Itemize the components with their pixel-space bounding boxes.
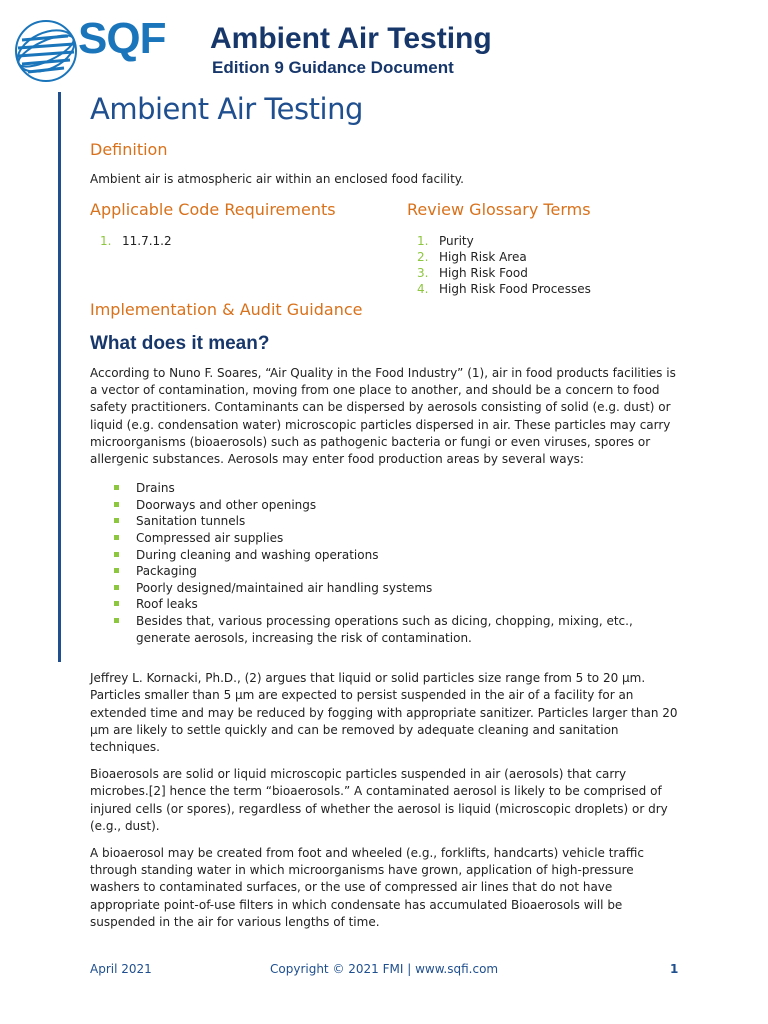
glossary-terms <box>407 200 687 297</box>
paragraph-2: Jeffrey L. Kornacki, Ph.D., (2) argues that liquid or solid particles size range from 5 to 20 µm. Particles smaller than 5 µm are expected to persist suspended in the air of a facility for an extended time and may be reduced by fogging with appropriate sanitizer. Particles larger than 20 µm are likely to settle quickly and can be removed by adequate cleaning and sanitation techniques. <box>90 671 678 754</box>
list-item: 1. 11.7.1.2 <box>100 234 172 248</box>
code-requirements-heading: Applicable Code Requirements <box>90 200 336 219</box>
paragraph-4: A bioaerosol may be created from foot and wheeled (e.g., forklifts, handcarts) vehicle traffic through standing water in which microorganisms have grown, application of high-pressure washers to contaminated surfaces, or the use of compressed air lines that do not have appropriate point-of-use filters in which condensate has accumulated Bioaerosols will be suspended in the air for various lengths of time. <box>90 845 644 929</box>
list-item: 2. High Risk Area <box>417 250 527 264</box>
code-requirements <box>90 200 390 249</box>
list-item: Packaging <box>90 563 680 580</box>
list-item: Besides that, various processing operations such as dicing, chopping, mixing, etc., generate aerosols, increasing the risk of contamination. <box>90 613 680 646</box>
list-item: Poorly designed/maintained air handling systems <box>90 580 680 597</box>
glossary-list <box>407 233 687 297</box>
left-vertical-rule <box>58 92 61 662</box>
intro-section <box>90 92 680 188</box>
footer-date: April 2021 <box>90 962 152 976</box>
list-item: Sanitation tunnels <box>90 513 680 530</box>
code-requirements-list <box>90 233 390 249</box>
list-item: 4. High Risk Food Processes <box>417 282 591 296</box>
list-item: 3. High Risk Food <box>417 266 528 280</box>
aerosol-entry-list <box>90 480 680 646</box>
header-title: Ambient Air Testing <box>210 22 492 55</box>
page-footer <box>0 960 768 984</box>
guidance-heading: Implementation & Audit Guidance <box>90 300 363 319</box>
list-item: Doorways and other openings <box>90 497 680 514</box>
definition-heading: Definition <box>90 140 168 159</box>
definition-text: Ambient air is atmospheric air within an enclosed food facility. <box>90 172 464 186</box>
document-header <box>0 0 768 90</box>
list-item: During cleaning and washing operations <box>90 547 680 564</box>
logo-text: SQF <box>78 14 166 63</box>
list-item: 1. Purity <box>417 234 474 248</box>
page-number: 1 <box>670 962 679 976</box>
paragraph-1: According to Nuno F. Soares, “Air Quality in the Food Industry” (1), air in food products facilities is a vector of contamination, moving from one place to another, and should be a concern to food safety practitioners. Contaminants can be dispersed by aerosols consisting of solid (e.g. dust) or liquid (e.g. condensation water) microscopic particles dispersed in air. These particles may carry microorganisms (bioaerosols) such as pathogenic bacteria or fungi or even viruses, spores or allergenic substances. Aerosols may enter food production areas by several ways: <box>90 366 676 467</box>
list-item: Roof leaks <box>90 596 680 613</box>
meaning-heading: What does it mean? <box>90 333 270 354</box>
list-item: Compressed air supplies <box>90 530 680 547</box>
paragraph-3: Bioaerosols are solid or liquid microscopic particles suspended in air (aerosols) that carry microbes.[2] hence the term “bioaerosols.” A contaminated aerosol is likely to be comprised of injured cells (or spores), regardless of whether the aerosol is liquid (microscopic droplets) or dry (e.g., dust). <box>90 767 668 833</box>
page-title: Ambient Air Testing <box>90 92 363 126</box>
footer-copyright-link[interactable]: Copyright © 2021 FMI | www.sqfi.com <box>270 962 499 976</box>
header-subtitle: Edition 9 Guidance Document <box>212 58 454 77</box>
requirements-section <box>90 200 690 300</box>
glossary-heading: Review Glossary Terms <box>407 200 591 219</box>
list-item: Drains <box>90 480 680 497</box>
guidance-section <box>90 300 680 931</box>
